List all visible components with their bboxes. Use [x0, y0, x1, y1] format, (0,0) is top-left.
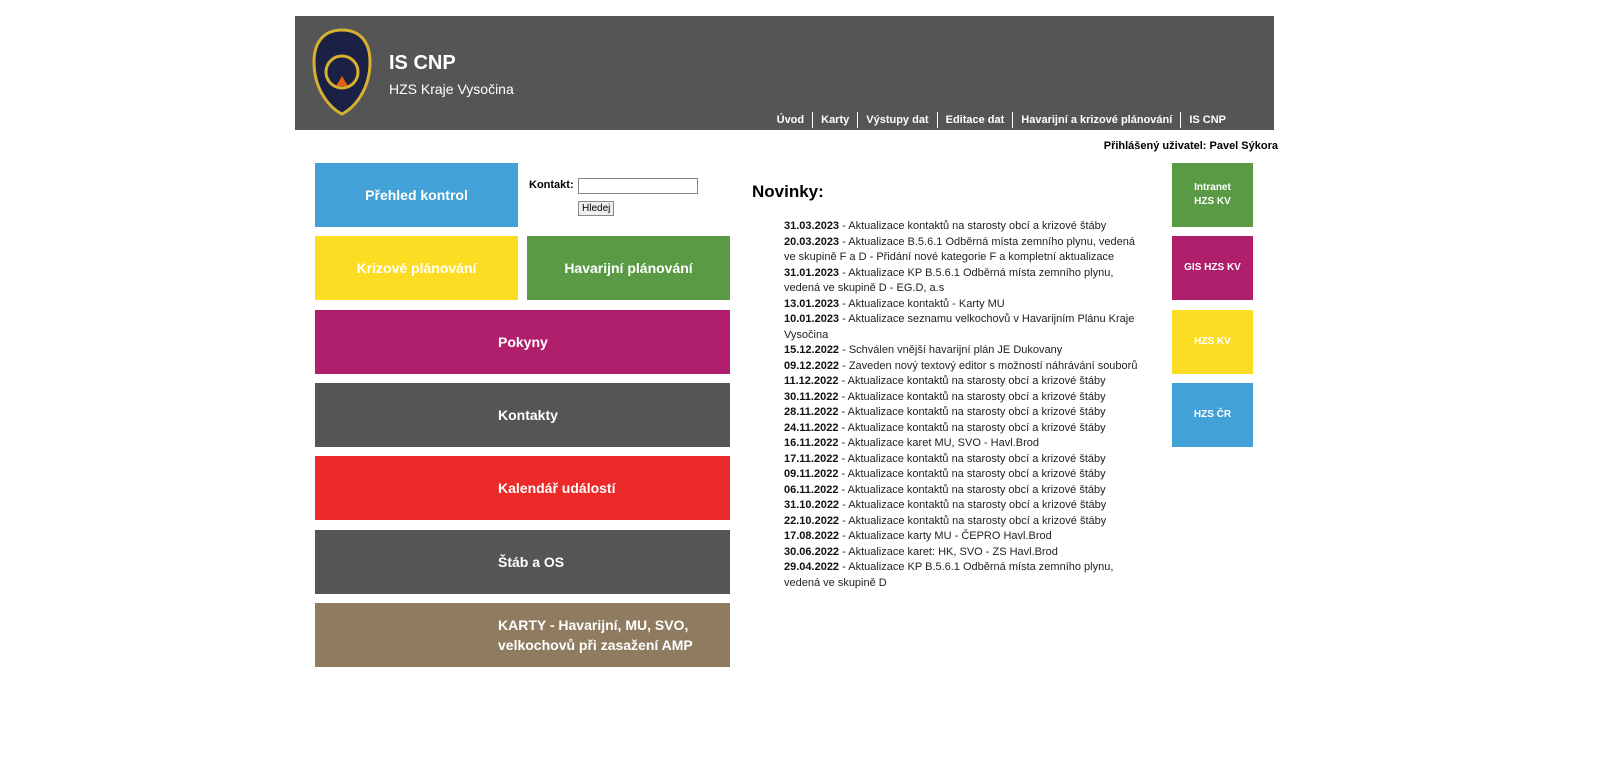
news-date: 28.11.2022	[784, 406, 839, 418]
nav-vystupy-dat[interactable]: Výstupy dat	[857, 112, 936, 128]
news-item	[784, 297, 1149, 313]
news-text: - Aktualizace KP B.5.6.1 Odběrná místa zemního plynu, vedená ve skupině D	[784, 561, 1114, 589]
header	[295, 16, 1274, 130]
news-item	[784, 405, 1149, 421]
news-item	[784, 421, 1149, 437]
news-date: 24.11.2022	[784, 421, 839, 434]
news-item	[784, 452, 1149, 468]
news-item	[784, 514, 1149, 530]
app-subtitle: HZS Kraje Vysočina	[389, 81, 514, 97]
news-text: - Zaveden nový textový editor s možností náhrávání souborů	[839, 359, 1138, 372]
tile-hzs-cr[interactable]: HZS ČR	[1172, 383, 1253, 447]
news-date: 11.12.2022	[784, 375, 839, 387]
news-item	[784, 390, 1149, 406]
news-text: - Aktualizace kontaktů na starosty obcí a krizové štáby	[839, 499, 1107, 511]
nav-havarijni-krizove[interactable]: Havarijní a krizové plánování	[1012, 112, 1180, 128]
news-text: - Aktualizace kontaktů na starosty obcí a krizové štáby	[839, 220, 1107, 232]
tile-pokyny[interactable]: Pokyny	[315, 310, 730, 374]
news-item	[784, 483, 1149, 499]
news-text: - Aktualizace karet: HK, SVO - ZS Havl.Brod	[839, 545, 1058, 558]
news-title: Novinky:	[752, 182, 824, 201]
news-item	[784, 498, 1149, 514]
news-text: - Aktualizace kontaktů na starosty obcí a krizové štáby	[838, 483, 1106, 496]
tile-intranet-hzs-kv[interactable]: Intranet HZS KV	[1172, 163, 1253, 227]
news-item	[784, 235, 1149, 266]
app-title: IS CNP	[389, 52, 456, 74]
news-item	[784, 343, 1149, 359]
news-item	[784, 545, 1149, 561]
tile-stab-a-os[interactable]: Štáb a OS	[315, 530, 730, 594]
news-item	[784, 266, 1149, 297]
news-text: - Aktualizace kontaktů na starosty obcí a krizové štáby	[838, 452, 1106, 465]
news-item	[784, 436, 1149, 452]
news-date: 10.01.2023	[784, 313, 840, 325]
news-text: - Aktualizace karty MU - ČEPRO Havl.Brod	[839, 530, 1052, 542]
news-item	[784, 359, 1149, 375]
news-date: 17.08.2022	[784, 530, 840, 542]
news-date: 20.03.2023	[784, 235, 840, 248]
tile-gis-hzs-kv[interactable]: GIS HZS KV	[1172, 236, 1253, 300]
tile-kalendar-udalosti[interactable]: Kalendář událostí	[315, 456, 730, 520]
news-text: - Aktualizace kontaktů - Karty MU	[839, 297, 1005, 310]
news-date: 06.11.2022	[784, 483, 839, 496]
news-date: 15.12.2022	[784, 344, 840, 356]
news-text: - Aktualizace kontaktů na starosty obcí a krizové štáby	[838, 390, 1106, 403]
tile-hzs-kv[interactable]: HZS KV	[1172, 310, 1253, 374]
news-text: - Schválen vnější havarijní plán JE Dukovany	[839, 344, 1063, 356]
nav-karty[interactable]: Karty	[812, 112, 857, 128]
news-date: 13.01.2023	[784, 297, 840, 310]
news-date: 31.03.2023	[784, 220, 840, 232]
news-text: - Aktualizace karet MU, SVO - Havl.Brod	[838, 437, 1039, 449]
news-item	[784, 312, 1149, 343]
news-date: 31.10.2022	[784, 499, 840, 511]
news-text: - Aktualizace kontaktů na starosty obcí a krizové štáby	[838, 468, 1106, 480]
news-date: 17.11.2022	[784, 452, 839, 465]
news-text: - Aktualizace kontaktů na starosty obcí a krizové štáby	[838, 421, 1106, 434]
news-date: 31.01.2023	[784, 266, 840, 279]
news-date: 09.11.2022	[784, 468, 839, 480]
tile-havarijni-planovani[interactable]: Havarijní plánování	[527, 236, 730, 300]
news-date: 16.11.2022	[784, 437, 839, 449]
tile-karty[interactable]: KARTY - Havarijní, MU, SVO, velkochovů při zasažení AMP	[315, 603, 730, 667]
news-text: - Aktualizace kontaktů na starosty obcí a krizové štáby	[838, 375, 1106, 387]
search-button[interactable]: Hledej	[578, 201, 614, 216]
news-item	[784, 467, 1149, 483]
news-date: 22.10.2022	[784, 514, 840, 527]
nav-editace-dat[interactable]: Editace dat	[937, 112, 1013, 128]
tile-kontakty[interactable]: Kontakty	[315, 383, 730, 447]
news-date: 09.12.2022	[784, 359, 840, 372]
tile-krizove-planovani[interactable]: Krizové plánování	[315, 236, 518, 300]
nav-uvod[interactable]: Úvod	[776, 114, 805, 126]
news-item	[784, 560, 1149, 591]
news-text: - Aktualizace kontaktů na starosty obcí a krizové štáby	[838, 406, 1106, 418]
news-text: - Aktualizace B.5.6.1 Odběrná místa zemního plynu, vedená ve skupině F a D - Přidání nové kategorie F a kompletní aktualizace	[784, 235, 1136, 263]
news-item	[784, 529, 1149, 545]
news-list	[784, 219, 1149, 591]
news-date: 29.04.2022	[784, 561, 840, 573]
contact-search	[529, 179, 611, 214]
news-date: 30.06.2022	[784, 545, 840, 558]
news-text: - Aktualizace kontaktů na starosty obcí a krizové štáby	[839, 514, 1107, 527]
news-text: - Aktualizace KP B.5.6.1 Odběrná místa zemního plynu, vedená ve skupině D - EG.D, a.s	[784, 266, 1114, 294]
main-nav	[769, 112, 1234, 128]
news-text: - Aktualizace seznamu velkochovů v Havarijním Plánu Kraje Vysočina	[784, 313, 1135, 341]
news-date: 30.11.2022	[784, 390, 839, 403]
nav-is-cnp[interactable]: IS CNP	[1180, 112, 1234, 128]
news-item	[784, 219, 1149, 235]
contact-input[interactable]	[578, 178, 698, 194]
hzs-logo[interactable]	[312, 28, 372, 116]
news-item	[784, 374, 1149, 390]
tile-prehled-kontrol[interactable]: Přehled kontrol	[315, 163, 518, 227]
logged-user: Přihlášený uživatel: Pavel Sýkora	[1103, 140, 1278, 152]
contact-label: Kontakt:	[529, 179, 574, 191]
